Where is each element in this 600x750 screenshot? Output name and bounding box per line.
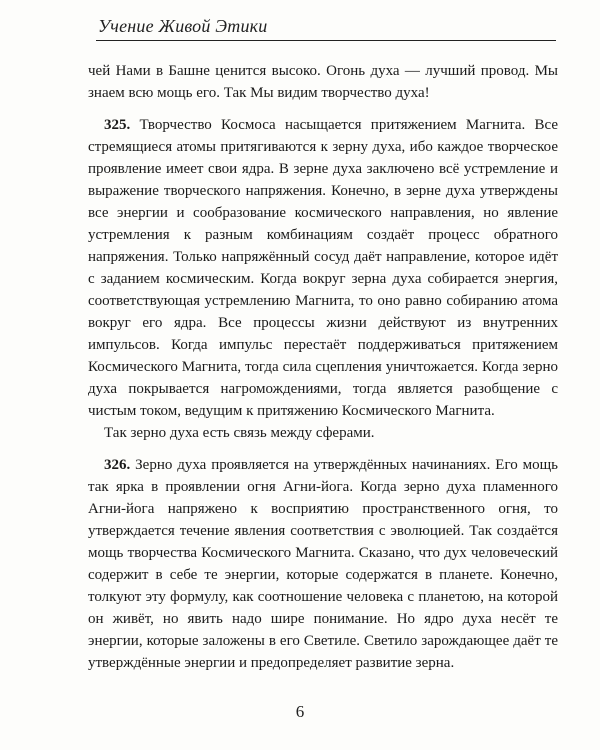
running-header	[96, 12, 556, 41]
paragraph-continuation: чей Нами в Башне ценится высоко. Огонь духа — лучший провод. Мы знаем всю мощь его. Так Мы видим творчество духа!	[88, 63, 558, 101]
page-body	[88, 60, 558, 674]
section-number: 326.	[104, 457, 131, 473]
section-326	[88, 454, 558, 674]
page-number: 6	[295, 702, 305, 721]
section-text: Зерно духа проявляется на утверждённых начинаниях. Его мощь так ярка в проявлении огня Агни-йога. Когда зерно духа пламенного Агни-йога напряжено к восприятию пространственного огня, то утверждается течение явления соответствия с эволюцией. Так создаётся мощь творчества Космического Магнита. Сказано, что дух человеческий содержит в себе те энергии, которые содержатся в планете. Конечно, толкуют эту формулу, как соотношение человека с планетою, на которой он живёт, но явить надо шире понимание. Но ядро духа несёт те энергии, которые заложены в его Светиле. Светило зарождающее даёт те утверждённые энергии и предопределяет развитие зерна.	[88, 457, 558, 671]
section-text: Творчество Космоса насыщается притяжением Магнита. Все стремящиеся атомы притягиваются к зерну духа, ибо каждое творческое проявление имеет свои ядра. В зерне духа заключено всё устремление и выражение творческого напряжения. Конечно, в зерне духа утверждены все энергии и сообразование космического направления, но явление устремления к разным комбинациям создаёт процесс обратного напряжения. Только напряжённый сосуд даёт направление, которое идёт с заданием космическим. Когда вокруг зерна духа собирается энергия, соответствующая устремлению Магнита, то оно равно собиранию атома вокруг его ядра. Все процессы жизни действуют из внутренних импульсов. Когда импульс перестаёт поддерживаться притяжением Космического Магнита, тогда сила сцепления уничтожается. Когда зерно духа покрывается нагромождениями, тогда является разобщение с чистым током, ведущим к притяжению Космического Магнита.	[88, 117, 559, 419]
section-number: 325.	[104, 117, 131, 133]
header-title: Учение Живой Этики	[98, 16, 268, 36]
section-325	[88, 114, 558, 422]
section-325-followup: Так зерно духа есть связь между сферами.	[104, 425, 375, 441]
